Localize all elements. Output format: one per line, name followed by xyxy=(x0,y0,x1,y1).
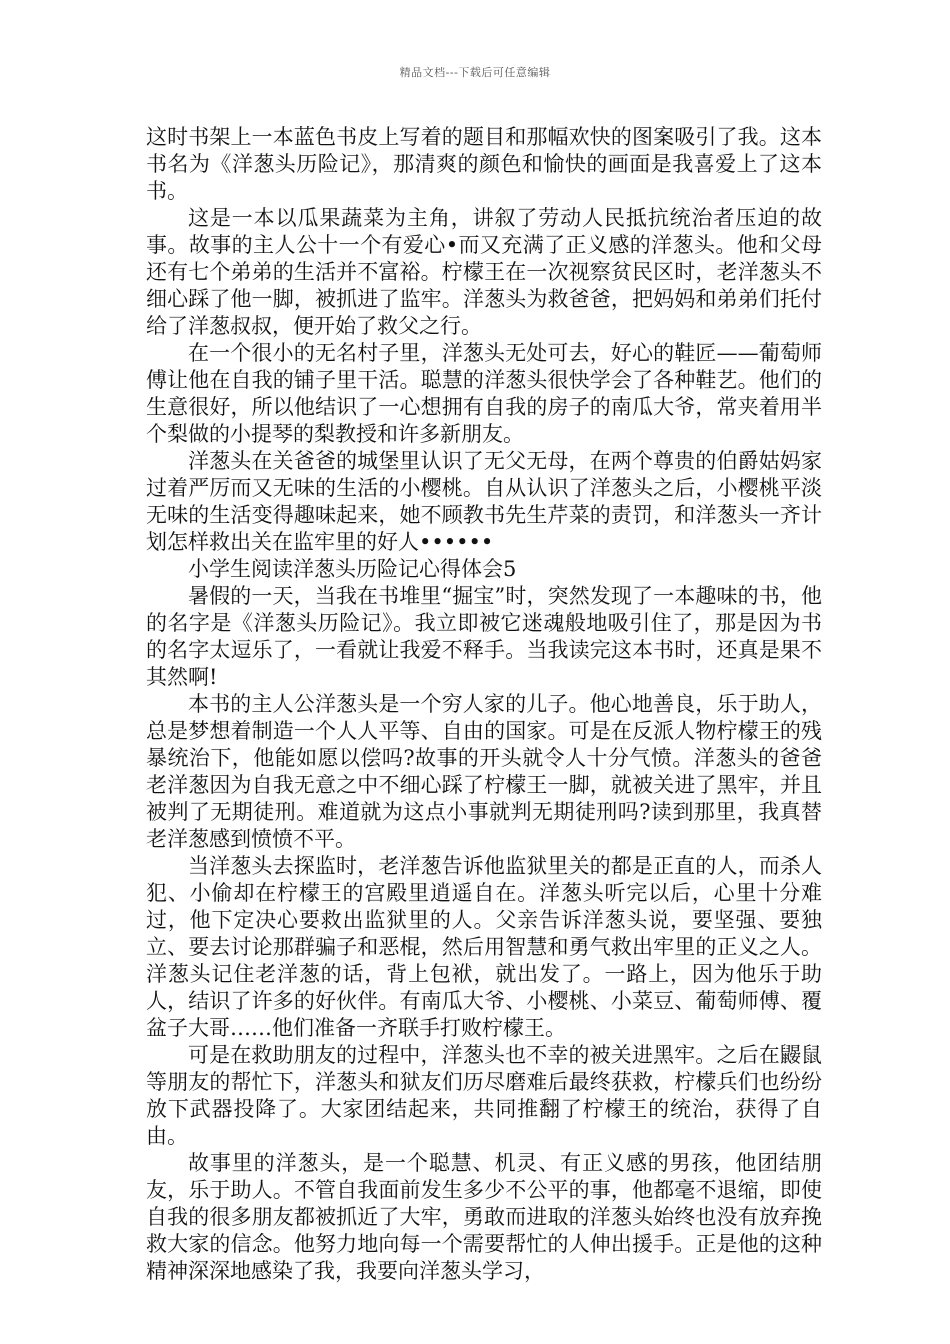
paragraph: 洋葱头在关爸爸的城堡里认识了无父无母，在两个尊贵的伯爵姑妈家过着严厉而又无味的生活的小樱桃。自从认识了洋葱头之后，小樱桃平淡无味的生活变得趣味起来，她不顾教书先生芹菜的责罚，和洋葱头一齐计划怎样救出关在监牢里的好人•••••• xyxy=(146,449,822,554)
paragraph: 暑假的一天，当我在书堆里“掘宝”时，突然发现了一本趣味的书，他的名字是《洋葱头历险记》。我立即被它迷魂般地吸引住了，那是因为书的名字太逗乐了，一看就让我爱不释手。当我读完这本书时，还真是果不其然啊! xyxy=(146,584,822,689)
paragraph: 本书的主人公洋葱头是一个穷人家的儿子。他心地善良，乐于助人，总是梦想着制造一个人人平等、自由的国家。可是在反派人物柠檬王的残暴统治下，他能如愿以偿吗?故事的开头就令人十分气愤。洋葱头的爸爸老洋葱因为自我无意之中不细心踩了柠檬王一脚，就被关进了黑牢，并且被判了无期徒刑。难道就为这点小事就判无期徒刑吗?读到那里，我真替老洋葱感到愤愤不平。 xyxy=(146,692,822,851)
paragraph: 在一个很小的无名村子里，洋葱头无处可去，好心的鞋匠——葡萄师傅让他在自我的铺子里干活。聪慧的洋葱头很快学会了各种鞋艺。他们的生意很好，所以他结识了一心想拥有自我的房子的南瓜大爷，常夹着用半个梨做的小提琴的梨教授和许多新朋友。 xyxy=(146,341,822,446)
section-heading: 小学生阅读洋葱头历险记心得体会5 xyxy=(188,557,517,581)
paragraph: 这是一本以瓜果蔬菜为主角，讲叙了劳动人民抵抗统治者压迫的故事。故事的主人公十一个有爱心•而又充满了正义感的洋葱头。他和父母还有七个弟弟的生活并不富裕。柠檬王在一次视察贫民区时，老洋葱头不细心踩了他一脚，被抓进了监牢。洋葱头为救爸爸，把妈妈和弟弟们托付给了洋葱叔叔，便开始了救父之行。 xyxy=(146,206,822,338)
paragraph: 这时书架上一本蓝色书皮上写着的题目和那幅欢快的图案吸引了我。这本书名为《洋葱头历险记》，那清爽的颜色和愉快的画面是我喜爱上了这本书。 xyxy=(146,125,822,203)
paragraph: 当洋葱头去探监时，老洋葱告诉他监狱里关的都是正直的人，而杀人犯、小偷却在柠檬王的宫殿里逍遥自在。洋葱头听完以后，心里十分难过，他下定决心要救出监狱里的人。父亲告诉洋葱头说，要坚强、要独立、要去讨论那群骗子和恶棍，然后用智慧和勇气救出牢里的正义之人。洋葱头记住老洋葱的话，背上包袱，就出发了。一路上，因为他乐于助人，结识了许多的好伙伴。有南瓜大爷、小樱桃、小菜豆、葡萄师傅、覆盆子大哥……他们准备一齐联手打败柠檬王。 xyxy=(146,854,822,1040)
page-header: 精品文档---下载后可任意编辑 xyxy=(399,66,551,79)
paragraph: 可是在救助朋友的过程中，洋葱头也不幸的被关进黑牢。之后在鼹鼠等朋友的帮忙下，洋葱头和狱友们历尽磨难后最终获救，柠檬兵们也纷纷放下武器投降了。大家团结起来，共同推翻了柠檬王的统治，获得了自由。 xyxy=(146,1043,822,1148)
paragraph: 故事里的洋葱头，是一个聪慧、机灵、有正义感的男孩，他团结朋友，乐于助人。不管自我面前发生多少不公平的事，他都毫不退缩，即使自我的很多朋友都被抓近了大牢，勇敢而进取的洋葱头始终也没有放弃挽救大家的信念。他努力地向每一个需要帮忙的人伸出援手。正是他的这种精神深深地感染了我，我要向洋葱头学习， xyxy=(146,1151,822,1283)
document-body xyxy=(146,124,822,1285)
